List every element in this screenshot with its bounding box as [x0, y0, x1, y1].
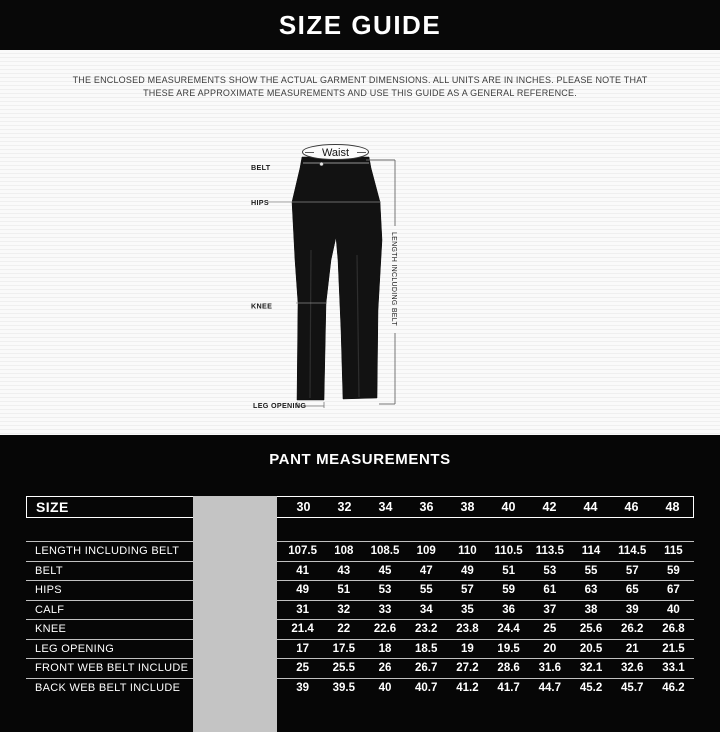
value-cell: 26.2: [621, 623, 644, 636]
highlight-column: [193, 496, 277, 732]
row-values: [282, 601, 694, 620]
value-cell: 45.2: [579, 681, 603, 694]
value-cell: 108: [334, 545, 354, 558]
measurements-table: [26, 496, 694, 697]
value-cell: 61: [543, 584, 557, 597]
table-row: [26, 541, 694, 561]
value-cell: 55: [584, 564, 598, 577]
knee-label: KNEE: [251, 301, 273, 311]
value-cell: 25.5: [332, 662, 355, 675]
value-cell: 40: [667, 603, 680, 616]
value-cell: 114.5: [618, 545, 647, 558]
row-values: [282, 659, 694, 678]
value-cell: 32.1: [579, 662, 603, 675]
value-cell: 45: [378, 564, 392, 577]
value-cell: 46.2: [662, 681, 685, 694]
value-cell: 35: [461, 603, 474, 616]
value-cell: 41.7: [497, 681, 520, 694]
table-row: [26, 600, 694, 620]
waist-label: Waist: [321, 147, 350, 159]
value-cell: 21.4: [291, 623, 314, 636]
size-header-row: [26, 496, 694, 518]
table-row: [26, 639, 694, 659]
value-cell: 53: [543, 564, 557, 577]
row-values: [282, 542, 694, 561]
diagram-section: [0, 50, 720, 435]
size-col-header: 40: [501, 500, 516, 514]
intro-line-1: THE ENCLOSED MEASUREMENTS SHOW THE ACTUAL GARMENT DIMENSIONS. ALL UNITS ARE IN INCHES. PLEASE NOTE THAT: [72, 75, 648, 85]
value-cell: 51: [337, 584, 351, 597]
size-col-header: 48: [665, 500, 680, 514]
table-body: [26, 541, 694, 697]
value-cell: 107.5: [288, 545, 317, 558]
value-cell: 19: [461, 642, 474, 655]
table-row: [26, 619, 694, 639]
title-bar: [0, 0, 720, 50]
value-cell: 57: [625, 564, 639, 577]
value-cell: 32: [337, 603, 351, 616]
value-cell: 40.7: [415, 681, 438, 694]
value-cell: 49: [461, 564, 474, 577]
value-cell: 109: [416, 545, 436, 558]
value-cell: 115: [664, 545, 683, 558]
value-cell: 25.6: [579, 623, 603, 636]
length-label: LENGTH INCLUDING BELT: [390, 231, 397, 327]
table-row: [26, 580, 694, 600]
value-cell: 19.5: [497, 642, 520, 655]
value-cell: 26.7: [415, 662, 438, 675]
value-cell: 32.6: [621, 662, 644, 675]
value-cell: 59: [667, 564, 680, 577]
row-values: [282, 679, 694, 698]
value-cell: 43: [337, 564, 351, 577]
size-col-header: 36: [419, 500, 434, 514]
value-cell: 110.5: [494, 545, 523, 558]
value-cell: 113.5: [535, 545, 564, 558]
value-cell: 59: [502, 584, 516, 597]
size-columns: [283, 497, 693, 517]
value-cell: 31.6: [538, 662, 562, 675]
value-cell: 39: [296, 681, 309, 694]
value-cell: 26: [378, 662, 392, 675]
value-cell: 33: [378, 603, 392, 616]
value-cell: 40: [378, 681, 392, 694]
size-header-label: SIZE: [36, 499, 69, 515]
value-cell: 23.8: [456, 623, 479, 636]
value-cell: 44.7: [538, 681, 562, 694]
row-label: BACK WEB BELT INCLUDE: [35, 681, 181, 694]
value-cell: 41.2: [456, 681, 479, 694]
row-label: BELT: [35, 564, 63, 577]
value-cell: 22: [337, 623, 351, 636]
value-cell: 23.2: [415, 623, 438, 636]
value-cell: 17: [296, 642, 309, 655]
row-label: LEG OPENING: [35, 642, 115, 655]
value-cell: 17.5: [332, 642, 355, 655]
value-cell: 25: [543, 623, 557, 636]
size-col-header: 34: [378, 500, 393, 514]
value-cell: 21: [625, 642, 639, 655]
value-cell: 47: [419, 564, 433, 577]
row-values: [282, 640, 694, 659]
value-cell: 45.7: [621, 681, 644, 694]
row-values: [282, 581, 694, 600]
value-cell: 21.5: [662, 642, 685, 655]
leg-opening-label: LEG OPENING: [253, 401, 307, 410]
pants-silhouette: [292, 157, 382, 400]
value-cell: 18.5: [415, 642, 438, 655]
value-cell: 22.6: [373, 623, 397, 636]
row-label: FRONT WEB BELT INCLUDE: [35, 662, 189, 675]
value-cell: 31: [296, 603, 309, 616]
row-values: [282, 620, 694, 639]
value-cell: 49: [296, 584, 309, 597]
value-cell: 20: [543, 642, 557, 655]
value-cell: 110: [458, 545, 477, 558]
page-title: SIZE GUIDE: [278, 9, 442, 40]
value-cell: 41: [296, 564, 309, 577]
value-cell: 108.5: [370, 545, 400, 558]
waistband-button: [320, 162, 324, 166]
row-label: LENGTH INCLUDING BELT: [35, 545, 180, 558]
section-title: PANT MEASUREMENTS: [269, 451, 451, 468]
value-cell: 65: [625, 584, 639, 597]
table-row: [26, 678, 694, 698]
size-col-header: 32: [337, 500, 352, 514]
value-cell: 27.2: [456, 662, 479, 675]
value-cell: 37: [543, 603, 557, 616]
intro-line-2: THESE ARE APPROXIMATE MEASUREMENTS AND USE THIS GUIDE AS A GENERAL REFERENCE.: [143, 88, 577, 98]
row-label: KNEE: [35, 623, 67, 636]
row-values: [282, 562, 694, 581]
value-cell: 39: [625, 603, 639, 616]
value-cell: 34: [419, 603, 433, 616]
size-col-header: 46: [624, 500, 639, 514]
table-row: [26, 561, 694, 581]
value-cell: 33.1: [662, 662, 685, 675]
value-cell: 55: [419, 584, 433, 597]
value-cell: 18: [378, 642, 392, 655]
value-cell: 38: [584, 603, 598, 616]
value-cell: 67: [667, 584, 680, 597]
value-cell: 36: [502, 603, 516, 616]
row-label: HIPS: [35, 584, 62, 597]
value-cell: 53: [378, 584, 392, 597]
size-col-header: 44: [583, 500, 598, 514]
value-cell: 57: [461, 584, 474, 597]
belt-label: BELT: [251, 163, 271, 172]
value-cell: 63: [584, 584, 598, 597]
pants-diagram: [0, 50, 720, 435]
value-cell: 25: [296, 662, 309, 675]
size-col-header: 30: [296, 500, 311, 514]
value-cell: 51: [502, 564, 516, 577]
size-col-header: 38: [460, 500, 475, 514]
value-cell: 114: [581, 545, 601, 558]
hips-label: HIPS: [251, 198, 269, 207]
size-col-header: 42: [542, 500, 557, 514]
value-cell: 28.6: [497, 662, 520, 675]
measurements-section: [0, 435, 720, 732]
value-cell: 24.4: [497, 623, 520, 636]
row-label: CALF: [35, 603, 65, 616]
value-cell: 20.5: [579, 642, 603, 655]
value-cell: 26.8: [662, 623, 685, 636]
value-cell: 39.5: [332, 681, 355, 694]
table-row: [26, 658, 694, 678]
